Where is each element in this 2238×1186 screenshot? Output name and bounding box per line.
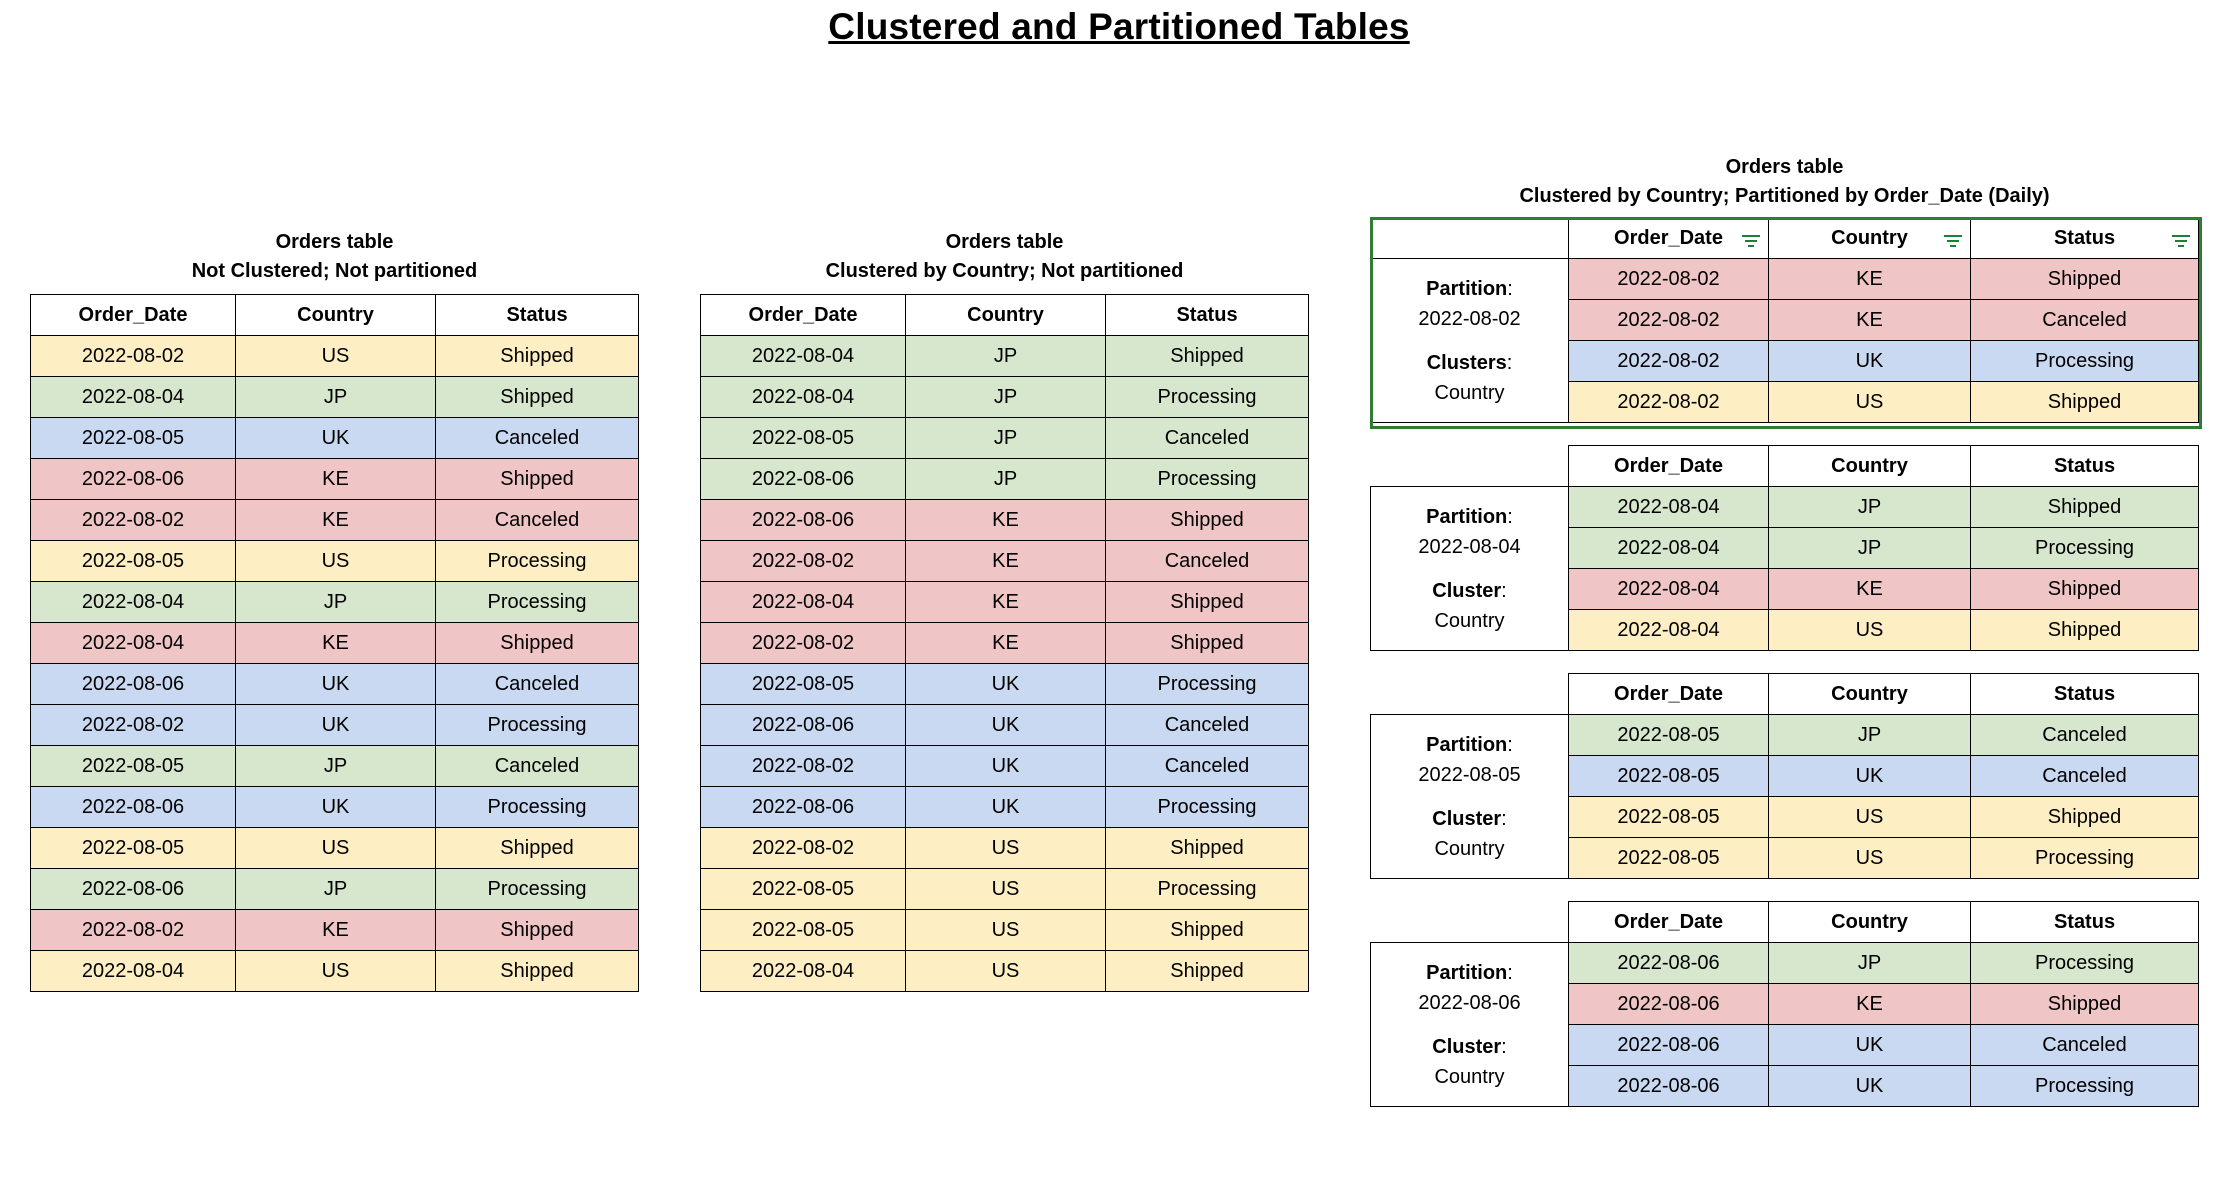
table-row [31, 500, 639, 541]
cell-country: UK [906, 705, 1106, 746]
cell-country: US [236, 541, 436, 582]
cell-order-date: 2022-08-04 [1569, 610, 1769, 651]
cell-country: JP [1769, 528, 1971, 569]
cell-country: KE [1769, 984, 1971, 1025]
table-row [1371, 943, 2199, 984]
filter-icon[interactable] [2172, 231, 2190, 245]
cell-order-date: 2022-08-04 [31, 951, 236, 992]
table-header-row [1371, 218, 2199, 259]
cell-order-date: 2022-08-06 [701, 459, 906, 500]
column-header-order-date: Order_Date [1569, 446, 1769, 487]
table-partition [1370, 901, 2199, 1107]
cell-country: JP [236, 377, 436, 418]
caption-line-2: Clustered by Country; Not partitioned [825, 260, 1184, 282]
cell-country: KE [906, 623, 1106, 664]
table-header-row [31, 295, 639, 336]
caption-line-2: Clustered by Country; Partitioned by Order_Date (Daily) [1519, 185, 2050, 207]
cell-order-date: 2022-08-06 [1569, 1025, 1769, 1066]
cell-status: Shipped [436, 623, 639, 664]
cell-order-date: 2022-08-05 [1569, 756, 1769, 797]
caption-line-2: Not Clustered; Not partitioned [191, 260, 478, 282]
partition-label-cell: Partition: 2022-08-04 Cluster: Country [1371, 487, 1569, 651]
cell-order-date: 2022-08-04 [1569, 569, 1769, 610]
partition-label-cell: Partition: 2022-08-05 Cluster: Country [1371, 715, 1569, 879]
caption-line-1: Orders table [275, 231, 394, 253]
cell-country: US [1769, 838, 1971, 879]
cell-status: Canceled [1106, 705, 1309, 746]
label-spacer [1375, 1018, 1564, 1032]
column-header-country: Country [1769, 446, 1971, 487]
partition-header-spacer [1371, 902, 1569, 943]
cell-status: Shipped [436, 377, 639, 418]
partition-value: 2022-08-06 [1418, 991, 1521, 1014]
column-header-status: Status [1971, 902, 2199, 943]
table-row [1371, 259, 2199, 300]
cell-country: UK [1769, 1025, 1971, 1066]
partition-block [1370, 217, 2199, 423]
column-header-country: Country [906, 295, 1106, 336]
cell-status: Shipped [1106, 828, 1309, 869]
cell-status: Shipped [436, 459, 639, 500]
cell-status: Shipped [1106, 336, 1309, 377]
diagram-canvas [0, 48, 2238, 1168]
cell-order-date: 2022-08-06 [1569, 943, 1769, 984]
cell-order-date: 2022-08-02 [31, 910, 236, 951]
cell-status: Processing [436, 541, 639, 582]
table-row [31, 705, 639, 746]
cell-status: Processing [1106, 869, 1309, 910]
partition-label-cell: Partition: 2022-08-02 Clusters: Country [1371, 259, 1569, 423]
column-header-country: Country [236, 295, 436, 336]
page-title: Clustered and Partitioned Tables [828, 6, 1410, 47]
table-row [701, 664, 1309, 705]
table-row [701, 828, 1309, 869]
cell-order-date: 2022-08-02 [31, 336, 236, 377]
cell-country: US [1769, 797, 1971, 838]
cluster-label: Clusters [1426, 351, 1507, 374]
cell-country: JP [906, 418, 1106, 459]
partition-label-cell: Partition: 2022-08-06 Cluster: Country [1371, 943, 1569, 1107]
cell-order-date: 2022-08-05 [701, 418, 906, 459]
cluster-value: Country [1434, 1065, 1505, 1088]
table-row [31, 459, 639, 500]
cluster-label: Cluster [1432, 579, 1502, 602]
table-row [31, 910, 639, 951]
cell-country: UK [236, 705, 436, 746]
cell-status: Canceled [1106, 541, 1309, 582]
table-clustered [700, 294, 1309, 992]
column-header-status: Status [1971, 218, 2199, 259]
cell-country: US [906, 910, 1106, 951]
cell-status: Canceled [1971, 756, 2199, 797]
column-header-order-date: Order_Date [1569, 218, 1769, 259]
cell-country: UK [236, 664, 436, 705]
cell-country: UK [906, 664, 1106, 705]
cell-country: US [906, 869, 1106, 910]
cell-status: Shipped [1106, 910, 1309, 951]
cell-order-date: 2022-08-02 [31, 500, 236, 541]
cell-order-date: 2022-08-05 [1569, 838, 1769, 879]
cell-status: Shipped [1971, 984, 2199, 1025]
cell-country: JP [1769, 487, 1971, 528]
column-header-status: Status [436, 295, 639, 336]
cell-country: UK [1769, 756, 1971, 797]
partition-header-spacer [1371, 674, 1569, 715]
partition-block [1370, 445, 2199, 651]
table-row [31, 951, 639, 992]
partition-value: 2022-08-05 [1418, 763, 1521, 786]
cell-order-date: 2022-08-02 [701, 828, 906, 869]
cell-status: Processing [436, 869, 639, 910]
cell-order-date: 2022-08-02 [1569, 382, 1769, 423]
panel-clustered-caption [700, 228, 1309, 286]
column-header-status: Status [1971, 674, 2199, 715]
table-row [31, 582, 639, 623]
table-header-row [1371, 446, 2199, 487]
cell-order-date: 2022-08-02 [701, 623, 906, 664]
cell-status: Shipped [1971, 259, 2199, 300]
table-row [701, 582, 1309, 623]
table-row [31, 869, 639, 910]
column-header-country: Country [1769, 902, 1971, 943]
cell-status: Canceled [1971, 715, 2199, 756]
table-row [701, 336, 1309, 377]
cell-status: Canceled [436, 746, 639, 787]
cell-order-date: 2022-08-06 [1569, 984, 1769, 1025]
column-header-order-date: Order_Date [701, 295, 906, 336]
label-spacer [1375, 562, 1564, 576]
partitions-container [1370, 217, 2199, 1107]
cell-status: Processing [1971, 341, 2199, 382]
cell-country: JP [906, 377, 1106, 418]
cell-country: UK [1769, 341, 1971, 382]
table-unclustered [30, 294, 639, 992]
filter-icon[interactable] [1742, 231, 1760, 245]
filter-icon[interactable] [1944, 231, 1962, 245]
cell-status: Shipped [1971, 382, 2199, 423]
column-header-order-date: Order_Date [31, 295, 236, 336]
cell-order-date: 2022-08-06 [31, 664, 236, 705]
panel-unclustered [30, 228, 639, 992]
partition-label: Partition [1426, 733, 1508, 756]
caption-line-1: Orders table [945, 231, 1064, 253]
partition-label: Partition [1426, 505, 1508, 528]
cell-order-date: 2022-08-05 [31, 746, 236, 787]
cell-order-date: 2022-08-05 [701, 869, 906, 910]
cell-order-date: 2022-08-04 [701, 336, 906, 377]
column-header-status: Status [1106, 295, 1309, 336]
cell-status: Shipped [436, 336, 639, 377]
cell-status: Canceled [1971, 1025, 2199, 1066]
cell-status: Canceled [436, 664, 639, 705]
column-header-country: Country [1769, 674, 1971, 715]
cell-order-date: 2022-08-06 [31, 869, 236, 910]
cell-status: Canceled [436, 418, 639, 459]
table-row [701, 869, 1309, 910]
cluster-label: Cluster [1432, 1035, 1502, 1058]
table-row [701, 705, 1309, 746]
partition-header-spacer [1371, 446, 1569, 487]
cell-country: KE [236, 910, 436, 951]
table-row [701, 418, 1309, 459]
cell-country: KE [906, 500, 1106, 541]
cell-order-date: 2022-08-05 [31, 828, 236, 869]
cell-country: KE [906, 541, 1106, 582]
cell-country: US [1769, 382, 1971, 423]
table-row [701, 541, 1309, 582]
table-row [701, 459, 1309, 500]
table-row [701, 746, 1309, 787]
cell-country: KE [1769, 569, 1971, 610]
table-partition [1370, 673, 2199, 879]
cell-order-date: 2022-08-04 [701, 582, 906, 623]
cell-order-date: 2022-08-04 [1569, 528, 1769, 569]
cell-country: US [236, 951, 436, 992]
cell-status: Shipped [1106, 951, 1309, 992]
cell-status: Shipped [1971, 797, 2199, 838]
table-row [31, 746, 639, 787]
cell-order-date: 2022-08-02 [1569, 300, 1769, 341]
cell-country: US [236, 336, 436, 377]
cell-order-date: 2022-08-04 [31, 377, 236, 418]
cell-country: KE [906, 582, 1106, 623]
cell-country: UK [1769, 1066, 1971, 1107]
cluster-value: Country [1434, 381, 1505, 404]
label-spacer [1375, 334, 1564, 348]
cell-country: JP [906, 459, 1106, 500]
cell-status: Shipped [1971, 569, 2199, 610]
cell-status: Canceled [436, 500, 639, 541]
table-body-clustered [701, 336, 1309, 992]
partition-block [1370, 673, 2199, 879]
cell-status: Processing [1971, 838, 2199, 879]
cell-order-date: 2022-08-06 [701, 705, 906, 746]
cell-order-date: 2022-08-05 [31, 541, 236, 582]
column-header-status: Status [1971, 446, 2199, 487]
table-row [1371, 715, 2199, 756]
table-header-row [1371, 902, 2199, 943]
cell-status: Processing [1106, 377, 1309, 418]
cluster-label: Cluster [1432, 807, 1502, 830]
cell-status: Processing [1106, 664, 1309, 705]
cell-country: UK [236, 787, 436, 828]
cell-country: US [906, 951, 1106, 992]
cell-status: Processing [1106, 459, 1309, 500]
table-header-row [701, 295, 1309, 336]
caption-line-1: Orders table [1725, 156, 1844, 178]
column-header-country: Country [1769, 218, 1971, 259]
table-row [31, 541, 639, 582]
cell-country: US [906, 828, 1106, 869]
cell-order-date: 2022-08-02 [1569, 259, 1769, 300]
cell-country: JP [906, 336, 1106, 377]
cell-status: Processing [1971, 528, 2199, 569]
cell-order-date: 2022-08-06 [31, 787, 236, 828]
cell-order-date: 2022-08-06 [1569, 1066, 1769, 1107]
cell-country: US [1769, 610, 1971, 651]
table-row [1371, 487, 2199, 528]
cell-status: Processing [1971, 943, 2199, 984]
cell-status: Shipped [1971, 610, 2199, 651]
label-spacer [1375, 790, 1564, 804]
cell-status: Canceled [1106, 746, 1309, 787]
panel-clustered-partitioned-caption [1370, 153, 2199, 211]
cell-country: UK [906, 787, 1106, 828]
cell-order-date: 2022-08-04 [31, 582, 236, 623]
cell-order-date: 2022-08-02 [701, 746, 906, 787]
table-row [31, 377, 639, 418]
cell-country: JP [236, 746, 436, 787]
partition-header-spacer [1371, 218, 1569, 259]
column-header-order-date: Order_Date [1569, 674, 1769, 715]
cell-country: UK [906, 746, 1106, 787]
cell-status: Shipped [1106, 500, 1309, 541]
table-row [701, 377, 1309, 418]
cell-status: Processing [436, 582, 639, 623]
cell-country: KE [236, 459, 436, 500]
cell-order-date: 2022-08-02 [701, 541, 906, 582]
cell-country: KE [236, 500, 436, 541]
cell-country: JP [1769, 715, 1971, 756]
table-partition [1370, 445, 2199, 651]
table-row [31, 664, 639, 705]
cell-order-date: 2022-08-06 [31, 459, 236, 500]
panel-unclustered-caption [30, 228, 639, 286]
cell-order-date: 2022-08-05 [701, 664, 906, 705]
cell-status: Shipped [436, 828, 639, 869]
cell-order-date: 2022-08-06 [701, 787, 906, 828]
cell-status: Processing [1971, 1066, 2199, 1107]
cell-order-date: 2022-08-05 [701, 910, 906, 951]
panel-clustered [700, 228, 1309, 992]
column-header-order-date: Order_Date [1569, 902, 1769, 943]
cell-status: Shipped [1971, 487, 2199, 528]
table-row [701, 787, 1309, 828]
cell-order-date: 2022-08-05 [1569, 715, 1769, 756]
cell-country: KE [1769, 259, 1971, 300]
cell-status: Processing [436, 705, 639, 746]
cell-country: UK [236, 418, 436, 459]
cell-order-date: 2022-08-02 [1569, 341, 1769, 382]
partition-block [1370, 901, 2199, 1107]
cell-order-date: 2022-08-06 [701, 500, 906, 541]
table-row [31, 787, 639, 828]
cell-status: Shipped [436, 910, 639, 951]
partition-value: 2022-08-04 [1418, 535, 1521, 558]
table-body-unclustered [31, 336, 639, 992]
table-row [31, 418, 639, 459]
partition-value: 2022-08-02 [1418, 307, 1521, 330]
cell-order-date: 2022-08-02 [31, 705, 236, 746]
cell-status: Shipped [1106, 623, 1309, 664]
cell-order-date: 2022-08-05 [1569, 797, 1769, 838]
cell-status: Canceled [1971, 300, 2199, 341]
cell-country: JP [1769, 943, 1971, 984]
cell-status: Processing [436, 787, 639, 828]
cell-status: Shipped [436, 951, 639, 992]
table-row [31, 623, 639, 664]
cluster-value: Country [1434, 609, 1505, 632]
cell-country: JP [236, 582, 436, 623]
cluster-value: Country [1434, 837, 1505, 860]
partition-label: Partition [1426, 961, 1508, 984]
partition-label: Partition [1426, 277, 1508, 300]
table-row [701, 623, 1309, 664]
table-row [31, 828, 639, 869]
cell-order-date: 2022-08-05 [31, 418, 236, 459]
cell-status: Canceled [1106, 418, 1309, 459]
cell-country: KE [236, 623, 436, 664]
cell-country: JP [236, 869, 436, 910]
cell-order-date: 2022-08-04 [31, 623, 236, 664]
cell-status: Processing [1106, 787, 1309, 828]
table-row [701, 500, 1309, 541]
table-row [701, 910, 1309, 951]
cell-country: US [236, 828, 436, 869]
cell-order-date: 2022-08-04 [701, 951, 906, 992]
cell-country: KE [1769, 300, 1971, 341]
table-partition [1370, 217, 2199, 423]
table-row [701, 951, 1309, 992]
table-row [31, 336, 639, 377]
table-header-row [1371, 674, 2199, 715]
panel-clustered-partitioned [1370, 153, 2199, 1107]
cell-status: Shipped [1106, 582, 1309, 623]
cell-order-date: 2022-08-04 [1569, 487, 1769, 528]
cell-order-date: 2022-08-04 [701, 377, 906, 418]
